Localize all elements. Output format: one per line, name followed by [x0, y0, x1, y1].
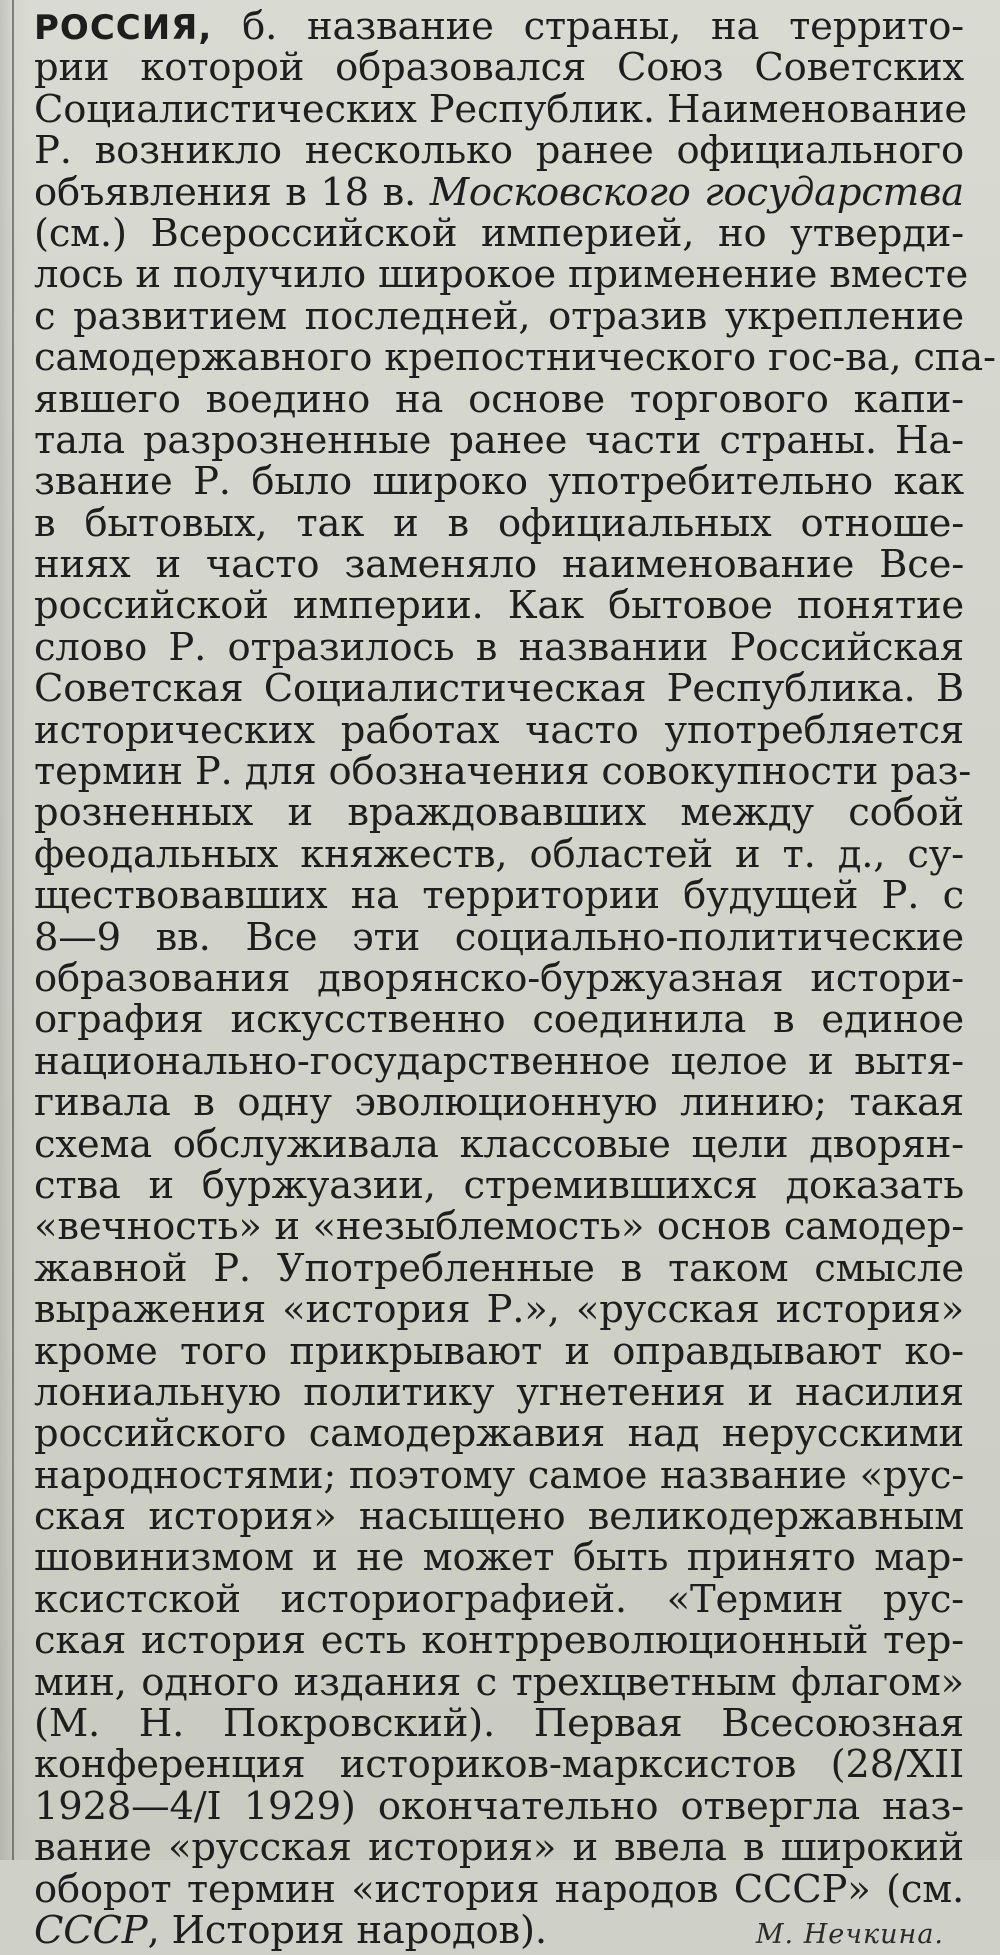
line-text: 8—9 вв. Все эти социально-политические	[34, 914, 964, 960]
line-text: лониальную политику угнетения и насилия	[34, 1369, 964, 1415]
italic-reference: Московского государства	[429, 169, 964, 215]
article-line-last	[34, 1907, 964, 1953]
article-line	[34, 128, 964, 174]
line-text: ография искусственно соединила в единое	[34, 997, 964, 1043]
line-text: ниях и часто заменяло наименование Все-	[34, 542, 964, 588]
article-line	[34, 252, 969, 298]
line-text: кроме того прикрывают и оправдывают ко-	[34, 1328, 964, 1374]
line-text: (см.) Всероссийской империей, но утверди-	[34, 210, 964, 256]
line-text: тала разрозненные ранее части страны. На-	[34, 417, 964, 463]
article-line	[34, 1825, 964, 1871]
article-line	[34, 500, 964, 546]
article-line	[34, 624, 964, 670]
line-text: в бытовых, так и в официальных отноше-	[34, 500, 964, 546]
article-line	[34, 1866, 964, 1912]
article-line	[34, 790, 964, 836]
article-line	[34, 1287, 964, 1333]
line-text: жавной Р. Употребленные в таком смысле	[34, 1245, 964, 1291]
article-line	[34, 169, 964, 215]
article-line	[34, 86, 968, 132]
line-text: российского самодержавия над нерусскими	[34, 1411, 964, 1457]
article-line	[34, 1245, 964, 1291]
encyclopedia-article	[34, 4, 996, 1953]
article-line	[34, 997, 964, 1043]
line-text: вание «русская история» и ввела в широкий	[34, 1825, 964, 1871]
line-text: мин, одного издания с трехцветным флагом»	[34, 1659, 964, 1705]
article-line	[34, 1659, 964, 1705]
article-line	[34, 1328, 964, 1374]
line-text: ства и буржуазии, стремившихся доказать	[34, 1162, 964, 1208]
line-text: «вечность» и «незыблемость» основ самодер-	[34, 1204, 964, 1250]
article-line	[34, 210, 964, 256]
article-line	[34, 1618, 964, 1664]
line-text: конференция историков-марксистов (28/XII	[34, 1742, 964, 1788]
article-line	[34, 1783, 964, 1829]
line-text: выражения «история Р.», «русская история»	[34, 1287, 964, 1333]
article-line	[34, 1576, 964, 1622]
article-line	[34, 45, 964, 91]
article-line	[34, 335, 996, 381]
article-line	[34, 1494, 964, 1540]
line-text: народностями; поэтому самое название «рус-	[34, 1452, 964, 1498]
line-text: ская история есть контрреволюционный тер-	[34, 1618, 964, 1664]
line-text: явшего воедино на основе торгового капи-	[34, 376, 964, 422]
article-line	[34, 1452, 964, 1498]
article-line-last-text	[34, 1907, 547, 1953]
article-line	[34, 1204, 964, 1250]
reference-rest: , История народов).	[147, 1907, 547, 1953]
author-signature: М. Нечкина.	[755, 1918, 944, 1950]
line-text: звание Р. было широко употребительно как	[34, 459, 964, 505]
line-text: объявления в 18 в.	[34, 169, 430, 215]
article-line	[34, 1701, 964, 1747]
article-line	[34, 1080, 964, 1126]
line-text: ская история» насыщено великодержавным	[34, 1494, 964, 1540]
column-rule	[12, 0, 14, 1860]
article-line	[34, 376, 964, 422]
line-text: лось и получило широкое применение вместе	[34, 252, 969, 298]
headword: РОССИЯ,	[34, 8, 213, 48]
line-text: Р. возникло несколько ранее официального	[34, 128, 964, 174]
article-line	[34, 831, 964, 877]
line-text: ксистской историографией. «Термин рус-	[34, 1576, 964, 1622]
line-text: гивала в одну эволюционную линию; такая	[34, 1080, 964, 1126]
line-text: 1928—4/I 1929) окончательно отвергла наз-	[34, 1783, 964, 1829]
article-line	[34, 666, 964, 712]
line-text: самодержавного крепостнического гос-ва, спа-	[34, 335, 996, 381]
article-line	[34, 583, 964, 629]
line-text: слово Р. отразилось в названии Российская	[34, 624, 964, 670]
line-text: Советская Социалистическая Республика. В	[34, 666, 964, 712]
line-text: образования дворянско-буржуазная истори-	[34, 955, 964, 1001]
article-line	[34, 1162, 964, 1208]
line-text: ществовавших на территории будущей Р. с	[34, 873, 964, 919]
article-line	[34, 707, 964, 753]
line-text: розненных и враждовавших между собой	[34, 790, 964, 836]
line-text: б. название страны, на террито-	[242, 4, 964, 49]
article-line	[34, 914, 964, 960]
article-line	[34, 873, 964, 919]
line-text: исторических работах часто употребляется	[34, 707, 964, 753]
article-line	[34, 749, 972, 795]
line-text: Социалистических Республик. Наименование	[34, 86, 968, 132]
article-line	[34, 1369, 964, 1415]
article-line	[34, 1038, 964, 1084]
line-text: национально-государственное целое и вытя-	[34, 1038, 964, 1084]
line-text: феодальных княжеств, областей и т. д., су-	[34, 831, 964, 877]
line-text: с развитием последней, отразив укрепление	[34, 293, 964, 339]
reference-ussr: СССР	[34, 1907, 148, 1953]
article-line	[34, 6, 964, 47]
line-text: оборот термин «история народов СССР» (см.	[34, 1866, 964, 1912]
article-line	[34, 1535, 964, 1581]
article-line	[34, 1742, 964, 1788]
article-line	[34, 1121, 964, 1167]
line-text: (М. Н. Покровский). Первая Всесоюзная	[34, 1701, 964, 1747]
line-text: термин Р. для обозначения совокупности раз-	[34, 749, 972, 795]
article-line	[34, 417, 964, 463]
line-text: шовинизмом и не может быть принято мар-	[34, 1535, 964, 1581]
line-text: российской империи. Как бытовое понятие	[34, 583, 964, 629]
line-text: схема обслуживала классовые цели дворян-	[34, 1121, 964, 1167]
line-text: рии которой образовался Союз Советских	[34, 45, 964, 91]
article-line	[34, 293, 964, 339]
article-line	[34, 542, 964, 588]
article-line	[34, 955, 964, 1001]
article-line	[34, 1411, 964, 1457]
article-line	[34, 459, 964, 505]
